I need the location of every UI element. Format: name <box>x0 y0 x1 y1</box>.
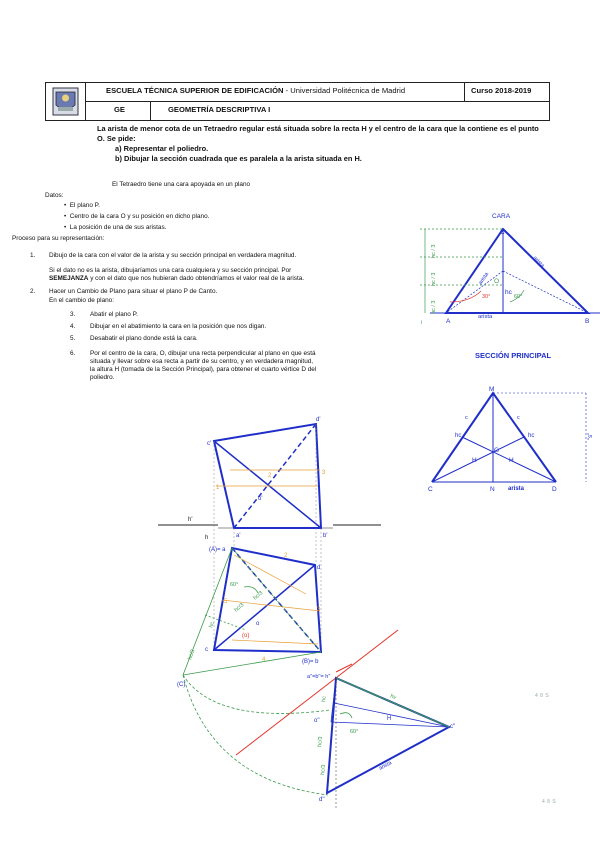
header-box <box>45 82 550 121</box>
svg-text:b': b' <box>323 533 328 539</box>
svg-text:hc: hc <box>455 433 462 439</box>
svg-text:(A)= a: (A)= a <box>209 547 226 553</box>
step-2-sub: En el cambio de plano: <box>49 297 115 304</box>
subject-title: GEOMETRÍA DESCRIPTIVA I <box>168 105 271 114</box>
svg-text:4: 4 <box>262 657 266 663</box>
svg-text:arista: arista <box>478 314 493 320</box>
svg-text:60°: 60° <box>350 729 359 735</box>
svg-text:O: O <box>494 278 500 285</box>
svg-text:h': h' <box>188 517 193 523</box>
svg-text:3: 3 <box>322 470 326 476</box>
datos-title: Datos: <box>45 192 64 199</box>
step-6-l1: Por el centro de la cara, O, dibujar una recta perpendicular al plano en que está <box>90 350 316 357</box>
svg-text:5: 5 <box>224 599 228 605</box>
step-1-num: 1. <box>30 252 36 259</box>
svg-text:B: B <box>585 318 590 325</box>
step-6-l2: situada y llevar sobre esa recta a partir de su centro, y en verdadera magnitud, <box>90 358 314 365</box>
main-construction-drawing <box>150 410 470 820</box>
datos-item-1: • El plano P. <box>64 202 100 209</box>
svg-text:a''=b''= h'': a''=b''= h'' <box>307 674 331 680</box>
cara-title: CARA <box>492 213 511 220</box>
watermark-1: 4 8 S <box>535 693 550 699</box>
svg-text:1: 1 <box>216 485 220 491</box>
svg-text:arista: arista <box>477 271 491 287</box>
step-2-num: 2. <box>30 288 36 295</box>
svg-text:hc: hc <box>528 433 535 439</box>
svg-text:o: o <box>256 621 260 627</box>
seccion-title: SECCIÓN PRINCIPAL <box>475 351 552 360</box>
svg-text:2: 2 <box>284 553 288 559</box>
svg-text:c': c' <box>207 441 212 447</box>
svg-text:o'': o'' <box>314 718 320 724</box>
problem-statement <box>97 124 547 164</box>
datos-item-2: • Centro de la cara O y su posición en dicho plano. <box>64 213 210 220</box>
step-6-l3: la altura H (tomada de la Sección Principal), para obtener el cuarto vértice D del <box>90 366 317 373</box>
svg-text:c: c <box>517 415 520 421</box>
step-5: Desabatir el plano donde está la cara. <box>90 335 198 342</box>
svg-text:d': d' <box>316 417 321 423</box>
svg-text:hv: hv <box>389 693 397 702</box>
svg-text:hc / 3: hc / 3 <box>431 300 437 314</box>
svg-text:arista: arista <box>508 486 525 492</box>
svg-text:H: H <box>509 457 514 464</box>
task-a: a) Representar el poliedro. <box>115 144 209 153</box>
svg-text:i: i <box>421 320 423 326</box>
svg-text:d'': d'' <box>319 797 325 803</box>
svg-text:hc/3: hc/3 <box>317 736 325 748</box>
svg-text:h: h <box>205 535 209 541</box>
step-1: Dibujo de la cara con el valor de la arista y su sección principal en verdadera magnitud. <box>49 252 297 259</box>
problem-text: La arista de menor cota de un Tetraedro regular está situada sobre la recta H y el centro de la cara que la contiene es el punto O. Se pide: <box>97 124 539 143</box>
subject-code: GE <box>114 105 125 114</box>
svg-text:a': a' <box>236 533 241 539</box>
svg-text:hc/3: hc/3 <box>252 590 265 602</box>
cara-diagram <box>405 205 600 365</box>
step-3-num: 3. <box>70 311 76 318</box>
svg-text:60°: 60° <box>514 294 523 300</box>
svg-text:M: M <box>489 386 495 393</box>
school-name: ESCUELA TÉCNICA SUPERIOR DE EDIFICACIÓN - Universidad Politécnica de Madrid <box>106 86 406 95</box>
svg-text:H: H <box>387 716 392 722</box>
svg-text:(B)= b: (B)= b <box>302 659 319 665</box>
svg-text:D: D <box>552 486 557 493</box>
step-1-sub-1: Si el dato no es la arista, dibujaríamos una cara cualquiera y su sección principal. Por <box>49 267 292 274</box>
step-4-num: 4. <box>70 323 76 330</box>
svg-text:C: C <box>500 229 505 236</box>
svg-text:o': o' <box>258 496 263 502</box>
svg-text:3: 3 <box>317 607 321 613</box>
svg-text:hc/3: hc/3 <box>233 602 246 614</box>
svg-text:c'': c'' <box>450 724 456 730</box>
step-1-sub-2: SEMEJANZA y con el dato que nos hubieran dado obtendríamos el valor real de la arista. <box>49 275 305 282</box>
svg-text:30°: 30° <box>482 294 491 300</box>
school-logo <box>46 83 86 120</box>
svg-text:hc / 3: hc / 3 <box>431 272 437 286</box>
svg-text:A: A <box>446 318 451 325</box>
proceso-title: Proceso para su representación: <box>12 235 105 242</box>
aux-triangle <box>327 678 449 793</box>
step-6-l4: poliedro. <box>90 374 115 381</box>
step-4: Dibujar en el abatimiento la cara en la posición que nos digan. <box>90 323 267 330</box>
watermark-2: 4 8 S <box>542 799 557 805</box>
svg-text:arista: arista <box>531 255 546 270</box>
course-year: Curso 2018-2019 <box>471 86 532 95</box>
header-top-row <box>86 83 549 102</box>
task-b: b) Dibujar la sección cuadrada que es paralela a la arista situada en H. <box>115 154 362 163</box>
svg-text:(C): (C) <box>177 682 186 688</box>
course-box <box>464 83 549 101</box>
svg-text:H: H <box>472 457 477 464</box>
svg-text:hc / 3: hc / 3 <box>431 244 437 258</box>
svg-text:hc/3: hc/3 <box>320 764 328 776</box>
svg-text:hc: hc <box>208 621 216 629</box>
svg-text:hc/3: hc/3 <box>187 648 197 661</box>
svg-text:G: G <box>494 447 500 454</box>
datos-item-3: • La posición de una de sus aristas. <box>64 224 167 231</box>
svg-text:c: c <box>465 415 468 421</box>
svg-text:60°: 60° <box>230 582 239 588</box>
cara-triangle <box>446 229 588 313</box>
line-h-red <box>236 630 398 755</box>
svg-text:C: C <box>428 486 433 493</box>
svg-text:(o): (o) <box>242 633 250 639</box>
svg-text:arista: arista <box>378 760 393 772</box>
step-2: Hacer un Cambio de Plano para situar el plano P de Canto. <box>49 288 218 295</box>
svg-text:N: N <box>490 486 495 493</box>
step-5-num: 5. <box>70 335 76 342</box>
svg-text:hc: hc <box>505 289 512 296</box>
step-3: Abatir el plano P. <box>90 311 138 318</box>
svg-text:c: c <box>205 647 208 653</box>
svg-text:d: d <box>317 565 321 571</box>
svg-text:2: 2 <box>268 473 272 479</box>
svg-text:"s": "s" <box>588 432 594 440</box>
intro-note: El Tetraedro tiene una cara apoyada en un plano <box>112 181 251 188</box>
svg-text:hc: hc <box>321 695 328 703</box>
step-6-num: 6. <box>70 350 76 357</box>
